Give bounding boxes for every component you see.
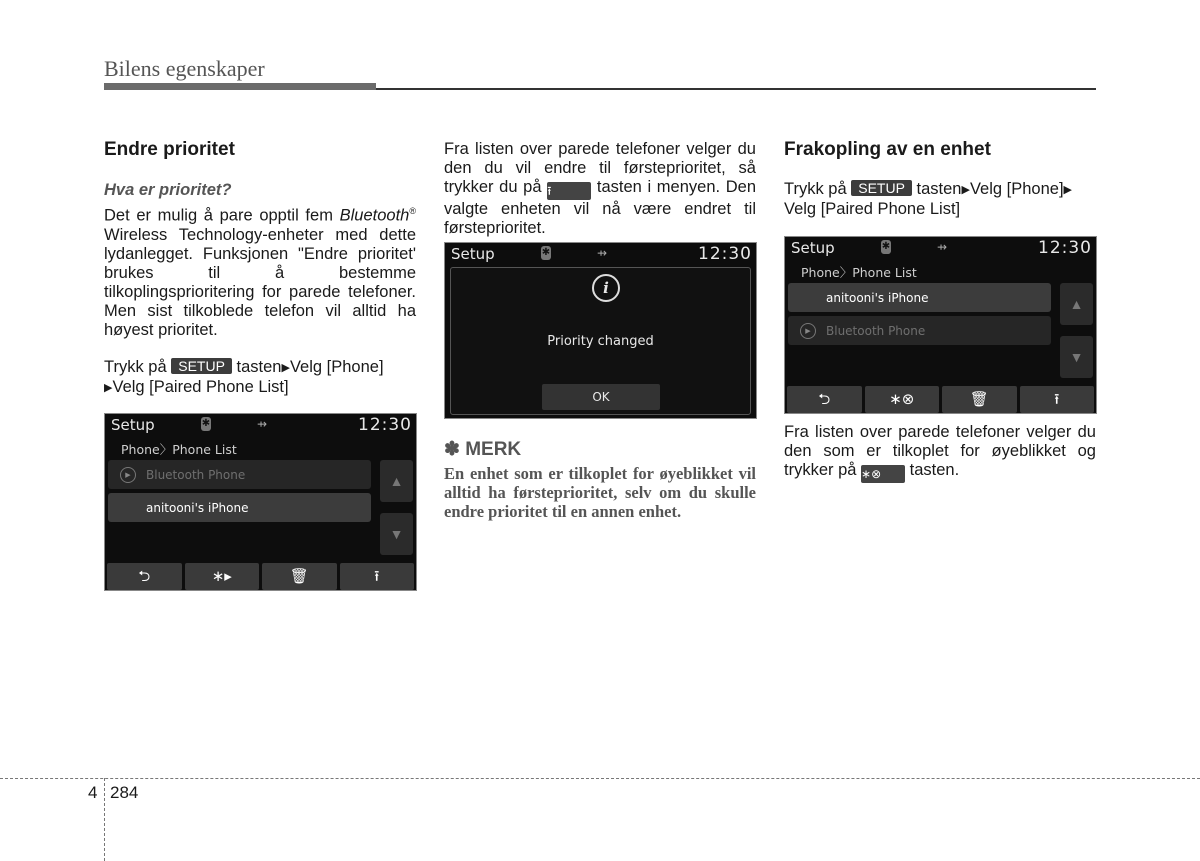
back-button[interactable]: ⮌ [787, 386, 862, 413]
screen-clock: 12:30 [698, 244, 752, 264]
arrow-right-icon: ▶ [281, 361, 290, 374]
subheading: Hva er prioritet? [104, 181, 232, 199]
setup-screen-disconnect-list [784, 236, 1097, 414]
setup-key: SETUP [171, 358, 232, 374]
phone-list-item-selected[interactable]: anitooni's iPhone [108, 493, 371, 522]
delete-button[interactable]: 🗑 [262, 563, 337, 590]
screen-title: Setup [791, 239, 835, 257]
column-3 [784, 140, 1096, 219]
paragraph: Fra listen over parede telefoner velger du den som er tilkoplet for øyeblikket og trykker på ∗⊗ tasten. [784, 423, 1096, 481]
screen-title: Setup [451, 245, 495, 263]
back-button[interactable]: ⮌ [107, 563, 182, 590]
page-header-title: Bilens egenskaper [104, 56, 265, 81]
delete-button[interactable]: 🗑 [942, 386, 1017, 413]
priority-button[interactable]: ⭱ [1020, 386, 1095, 413]
dialog-message: Priority changed [547, 334, 654, 349]
step-instruction: Trykk på SETUP tasten▶Velg [Phone]▶ Velg [Paired Phone List] [784, 180, 1072, 218]
phone-list-item-selected[interactable]: anitooni's iPhone [788, 283, 1051, 312]
info-icon: i [592, 274, 620, 302]
bluetooth-icon: ✱ [201, 418, 211, 429]
arrow-right-icon: ▶ [1063, 184, 1072, 196]
scroll-up-button[interactable]: ▲ [1060, 283, 1093, 325]
bluetooth-icon: ✱ [541, 247, 551, 258]
disconnect-key: ∗⊗ [861, 465, 905, 483]
play-icon: ▶ [120, 467, 136, 483]
phone-list-item[interactable]: ▶ Bluetooth Phone [788, 316, 1051, 345]
usb-icon: ⇸ [597, 246, 608, 260]
brand-text: Bluetooth [339, 206, 410, 225]
screen-breadcrumb: Phone〉Phone List [121, 442, 237, 457]
setup-screen-priority-changed [444, 242, 757, 419]
arrow-right-icon: ▶ [104, 381, 113, 394]
ok-button[interactable]: OK [542, 384, 660, 410]
section-heading: Endre prioritet [104, 139, 235, 160]
page-number: 284 [110, 783, 139, 802]
column-2 [444, 140, 756, 238]
note-box [444, 438, 756, 521]
priority-key: ⭱ [547, 182, 591, 200]
note-title: ✽ MERK [444, 439, 522, 460]
paragraph: Det er mulig å pare opptil fem Bluetooth® Wireless Technology-enheter med dette lydanlegget. Funksjonen "Endre prioritet' brukes til å bestemme tilkoplingsprioritering for parede telefoner. Men sist tilkoblede telefon vil alltid ha høyest prioritet. [104, 206, 416, 339]
usb-icon: ⇸ [257, 417, 268, 431]
arrow-right-icon: ▶ [961, 184, 970, 196]
priority-button[interactable]: ⭱ [340, 563, 415, 590]
screen-title: Setup [111, 416, 155, 434]
scroll-down-button[interactable]: ▼ [1060, 336, 1093, 378]
phone-list-item[interactable]: ▶ Bluetooth Phone [108, 460, 371, 489]
play-icon: ▶ [800, 323, 816, 339]
column-3-lower [784, 423, 1096, 483]
bluetooth-icon: ✱ [881, 241, 891, 252]
chapter-number: 4 [88, 783, 98, 802]
bluetooth-disconnect-button[interactable]: ∗⊗ [865, 386, 940, 413]
column-1 [104, 140, 416, 398]
bluetooth-connect-button[interactable]: ∗▸ [185, 563, 260, 590]
message-dialog [450, 267, 751, 415]
footer-divider [104, 778, 105, 861]
footer-rule [0, 778, 1200, 779]
step-instruction: Trykk på SETUP tasten▶Velg [Phone] ▶Velg [Paired Phone List] [104, 357, 384, 396]
scroll-down-button[interactable]: ▼ [380, 513, 413, 555]
screen-clock: 12:30 [1038, 238, 1092, 258]
header-rule-accent [104, 83, 376, 90]
scroll-up-button[interactable]: ▲ [380, 460, 413, 502]
screen-breadcrumb: Phone〉Phone List [801, 265, 917, 280]
paragraph: Fra listen over parede telefoner velger du den du vil endre til førsteprioritet, så trykker du på ⭱ tasten i menyen. Den valgte enheten vil nå være endret til førsteprioritet. [444, 140, 757, 237]
setup-key: SETUP [851, 180, 912, 196]
note-body: En enhet som er tilkoplet for øyeblikket vil alltid ha førsteprioritet, selv om du skulle endre prioritet til en annen enhet. [444, 464, 756, 521]
usb-icon: ⇸ [937, 240, 948, 254]
setup-screen-priority-list [104, 413, 417, 591]
section-heading: Frakopling av en enhet [784, 139, 991, 160]
screen-clock: 12:30 [358, 415, 412, 435]
